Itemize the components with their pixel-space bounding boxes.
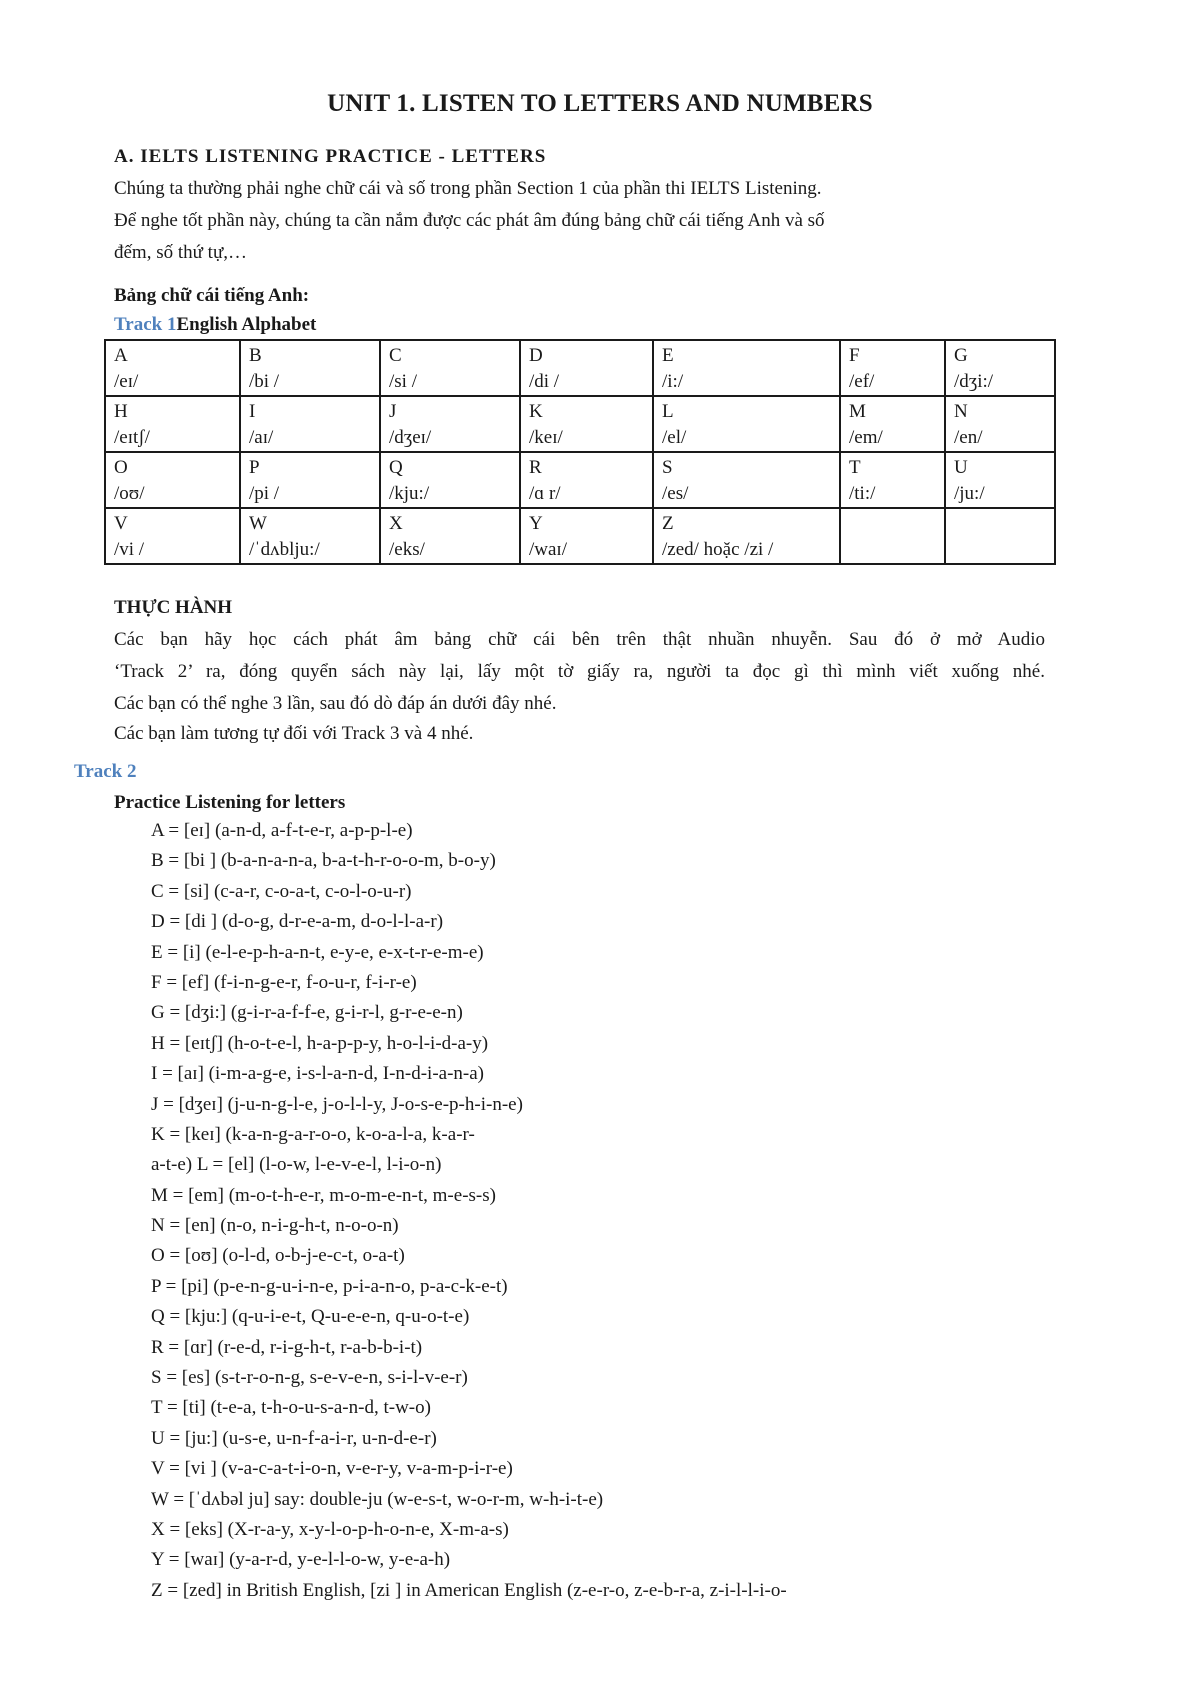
- alphabet-ipa: /i:/: [662, 371, 684, 392]
- alphabet-letter: W: [249, 513, 267, 534]
- practice-line: Các bạn hãy học cách phát âm bảng chữ cái bên trên thật nhuần nhuyễn. Sau đó ở mở Audio: [114, 629, 1045, 650]
- track1-title: English Alphabet: [176, 314, 317, 335]
- alphabet-ipa: /oʊ/: [114, 483, 145, 504]
- alphabet-cell: [240, 340, 380, 396]
- letter-pronunciation-item: X = [eks] (X-r-a-y, x-y-l-o-p-h-o-n-e, X-m-a-s): [151, 1518, 509, 1540]
- letter-pronunciation-item: Q = [kju:] (q-u-i-e-t, Q-u-e-e-n, q-u-o-t-e): [151, 1306, 470, 1328]
- letter-pronunciation-item: Z = [zed] in British English, [zi ] in American English (z-e-r-o, z-e-b-r-a, z-i-l-l-i-o-: [151, 1579, 787, 1601]
- letter-pronunciation-item: P = [pi] (p-e-n-g-u-i-n-e, p-i-a-n-o, p-a-c-k-e-t): [151, 1275, 508, 1297]
- alphabet-letter: Z: [662, 513, 674, 534]
- alphabet-cell: [840, 396, 945, 452]
- letter-pronunciation-item: Y = [waɪ] (y-a-r-d, y-e-l-l-o-w, y-e-a-h): [151, 1549, 451, 1571]
- alphabet-ipa: /zed/ hoặc /zi /: [662, 539, 774, 560]
- letter-pronunciation-item: F = [ef] (f-i-n-g-e-r, f-o-u-r, f-i-r-e): [151, 971, 417, 993]
- alphabet-letter: M: [849, 401, 866, 422]
- alphabet-cell: [653, 508, 840, 564]
- letter-pronunciation-item: I = [aɪ] (i-m-a-g-e, i-s-l-a-n-d, I-n-d-i-a-n-a): [151, 1063, 485, 1085]
- letter-pronunciation-item: N = [en] (n-o, n-i-g-h-t, n-o-o-n): [151, 1215, 399, 1237]
- alphabet-cell: [380, 452, 520, 508]
- alphabet-cell: [520, 396, 653, 452]
- alphabet-ipa: /di /: [529, 371, 560, 392]
- alphabet-ipa: /ef/: [849, 371, 875, 392]
- alphabet-cell: [653, 340, 840, 396]
- alphabet-cell: [945, 508, 1055, 564]
- alphabet-cell: [945, 452, 1055, 508]
- alphabet-cell: [380, 508, 520, 564]
- alphabet-ipa: /eɪtʃ/: [114, 427, 150, 448]
- alphabet-cell: [840, 452, 945, 508]
- alphabet-ipa: /si /: [389, 371, 417, 392]
- alphabet-ipa: /keɪ/: [529, 427, 563, 448]
- alphabet-letter: P: [249, 457, 260, 478]
- alphabet-letter: G: [954, 345, 968, 366]
- track1-label: Track 1: [114, 314, 177, 335]
- alphabet-cell: [105, 508, 240, 564]
- alphabet-letter: A: [114, 345, 128, 366]
- alphabet-letter: V: [114, 513, 128, 534]
- alphabet-cell: [380, 340, 520, 396]
- alphabet-letter: T: [849, 457, 861, 478]
- letter-pronunciation-item: M = [em] (m-o-t-h-e-r, m-o-m-e-n-t, m-e-s-s): [151, 1184, 496, 1206]
- alphabet-letter: K: [529, 401, 543, 422]
- alphabet-cell: [105, 452, 240, 508]
- alphabet-ipa: /pi /: [249, 483, 280, 504]
- alphabet-cell: [380, 396, 520, 452]
- alphabet-letter: Q: [389, 457, 403, 478]
- letter-pronunciation-item: C = [si] (c-a-r, c-o-a-t, c-o-l-o-u-r): [151, 880, 412, 902]
- alphabet-letter: H: [114, 401, 128, 422]
- letter-pronunciation-item: a-t-e) L = [el] (l-o-w, l-e-v-e-l, l-i-o-n): [151, 1154, 442, 1176]
- alphabet-cell: [520, 452, 653, 508]
- practice-line: ‘Track 2’ ra, đóng quyển sách này lại, lấy một tờ giấy ra, người ta đọc gì thì mình viết xuống nhé.: [114, 661, 1045, 682]
- alphabet-cell: [840, 508, 945, 564]
- alphabet-letter: B: [249, 345, 262, 366]
- section-a-heading: A. IELTS LISTENING PRACTICE - LETTERS: [114, 146, 547, 167]
- letter-pronunciation-item: U = [ju:] (u-s-e, u-n-f-a-i-r, u-n-d-e-r): [151, 1427, 437, 1449]
- page-title: UNIT 1. LISTEN TO LETTERS AND NUMBERS: [327, 90, 873, 117]
- alphabet-cell: [945, 340, 1055, 396]
- alphabet-ipa: /ɑ r/: [529, 483, 561, 504]
- alphabet-letter: N: [954, 401, 968, 422]
- letter-pronunciation-item: S = [es] (s-t-r-o-n-g, s-e-v-e-n, s-i-l-v-e-r): [151, 1367, 468, 1389]
- alphabet-cell: [240, 508, 380, 564]
- alphabet-letter: C: [389, 345, 402, 366]
- letter-pronunciation-item: B = [bi ] (b-a-n-a-n-a, b-a-t-h-r-o-o-m, b-o-y): [151, 850, 496, 872]
- letter-pronunciation-item: O = [oʊ] (o-l-d, o-b-j-e-c-t, o-a-t): [151, 1245, 405, 1267]
- letter-pronunciation-item: G = [dʒi:] (g-i-r-a-f-f-e, g-i-r-l, g-r-e-e-n): [151, 1002, 463, 1024]
- alphabet-letter: S: [662, 457, 673, 478]
- track2-title: Practice Listening for letters: [114, 792, 346, 813]
- alphabet-letter: I: [249, 401, 256, 422]
- alphabet-cell: [240, 396, 380, 452]
- alphabet-cell: [520, 340, 653, 396]
- alphabet-letter: F: [849, 345, 860, 366]
- practice-line: Các bạn làm tương tự đối với Track 3 và 4 nhé.: [114, 723, 474, 744]
- letter-pronunciation-item: H = [eɪtʃ] (h-o-t-e-l, h-a-p-p-y, h-o-l-i-d-a-y): [151, 1032, 489, 1054]
- alphabet-cell: [840, 340, 945, 396]
- letter-pronunciation-item: D = [di ] (d-o-g, d-r-e-a-m, d-o-l-l-a-r): [151, 911, 444, 933]
- intro-line: Để nghe tốt phần này, chúng ta cần nắm được các phát âm đúng bảng chữ cái tiếng Anh và số: [114, 210, 825, 231]
- alphabet-letter: Y: [529, 513, 543, 534]
- alphabet-letter: X: [389, 513, 403, 534]
- alphabet-letter: R: [529, 457, 542, 478]
- alphabet-ipa: /dʒi:/: [954, 371, 994, 392]
- letter-pronunciation-item: E = [i] (e-l-e-p-h-a-n-t, e-y-e, e-x-t-r-e-m-e): [151, 941, 484, 963]
- alphabet-heading: Bảng chữ cái tiếng Anh:: [114, 285, 310, 306]
- intro-line: đếm, số thứ tự,…: [114, 242, 248, 263]
- alphabet-row: [105, 452, 1055, 508]
- alphabet-ipa: /vi /: [114, 539, 145, 560]
- alphabet-ipa: /aɪ/: [249, 427, 274, 448]
- alphabet-ipa: /eɪ/: [114, 371, 139, 392]
- track1-heading: [114, 314, 316, 336]
- alphabet-ipa: /ju:/: [954, 483, 985, 504]
- alphabet-letter: D: [529, 345, 543, 366]
- practice-heading: THỰC HÀNH: [114, 597, 233, 618]
- alphabet-cell: [653, 452, 840, 508]
- letter-pronunciation-item: V = [vi ] (v-a-c-a-t-i-o-n, v-e-r-y, v-a-m-p-i-r-e): [151, 1458, 513, 1480]
- alphabet-ipa: /dʒeɪ/: [389, 427, 432, 448]
- letter-pronunciation-list: [151, 816, 787, 1606]
- alphabet-ipa: /el/: [662, 427, 687, 448]
- alphabet-cell: [520, 508, 653, 564]
- letter-pronunciation-item: A = [eɪ] (a-n-d, a-f-t-e-r, a-p-p-l-e): [151, 820, 413, 841]
- alphabet-ipa: /waɪ/: [529, 539, 567, 560]
- alphabet-table: [104, 339, 1056, 565]
- letter-pronunciation-item: T = [ti] (t-e-a, t-h-o-u-s-a-n-d, t-w-o): [151, 1397, 431, 1419]
- alphabet-ipa: /es/: [662, 483, 689, 504]
- alphabet-ipa: /kju:/: [389, 483, 430, 504]
- alphabet-ipa: /ˈdʌblju:/: [249, 539, 320, 560]
- alphabet-letter: L: [662, 401, 674, 422]
- alphabet-row: [105, 508, 1055, 564]
- letter-pronunciation-item: J = [dʒeɪ] (j-u-n-g-l-e, j-o-l-l-y, J-o-s-e-p-h-i-n-e): [151, 1093, 523, 1115]
- alphabet-ipa: /bi /: [249, 371, 280, 392]
- alphabet-ipa: /em/: [849, 427, 883, 448]
- alphabet-cell: [653, 396, 840, 452]
- alphabet-letter: J: [389, 401, 397, 422]
- alphabet-row: [105, 340, 1055, 396]
- alphabet-cell: [240, 452, 380, 508]
- alphabet-letter: E: [662, 345, 674, 366]
- alphabet-cell: [105, 396, 240, 452]
- alphabet-ipa: /en/: [954, 427, 983, 448]
- practice-line: Các bạn có thể nghe 3 lần, sau đó dò đáp án dưới đây nhé.: [114, 693, 557, 714]
- alphabet-letter: U: [954, 457, 968, 478]
- alphabet-cell: [105, 340, 240, 396]
- track2-label: Track 2: [74, 761, 137, 782]
- alphabet-ipa: /eks/: [389, 539, 425, 560]
- alphabet-cell: [945, 396, 1055, 452]
- letter-pronunciation-item: K = [keɪ] (k-a-n-g-a-r-o-o, k-o-a-l-a, k-a-r-: [151, 1123, 475, 1145]
- letter-pronunciation-item: W = [ˈdʌbəl ju] say: double-ju (w-e-s-t, w-o-r-m, w-h-i-t-e): [151, 1488, 604, 1510]
- intro-line: Chúng ta thường phải nghe chữ cái và số trong phần Section 1 của phần thi IELTS Listening.: [114, 178, 822, 199]
- letter-pronunciation-item: R = [ɑr] (r-e-d, r-i-g-h-t, r-a-b-b-i-t): [151, 1336, 423, 1358]
- alphabet-letter: O: [114, 457, 128, 478]
- alphabet-row: [105, 396, 1055, 452]
- alphabet-ipa: /ti:/: [849, 483, 876, 504]
